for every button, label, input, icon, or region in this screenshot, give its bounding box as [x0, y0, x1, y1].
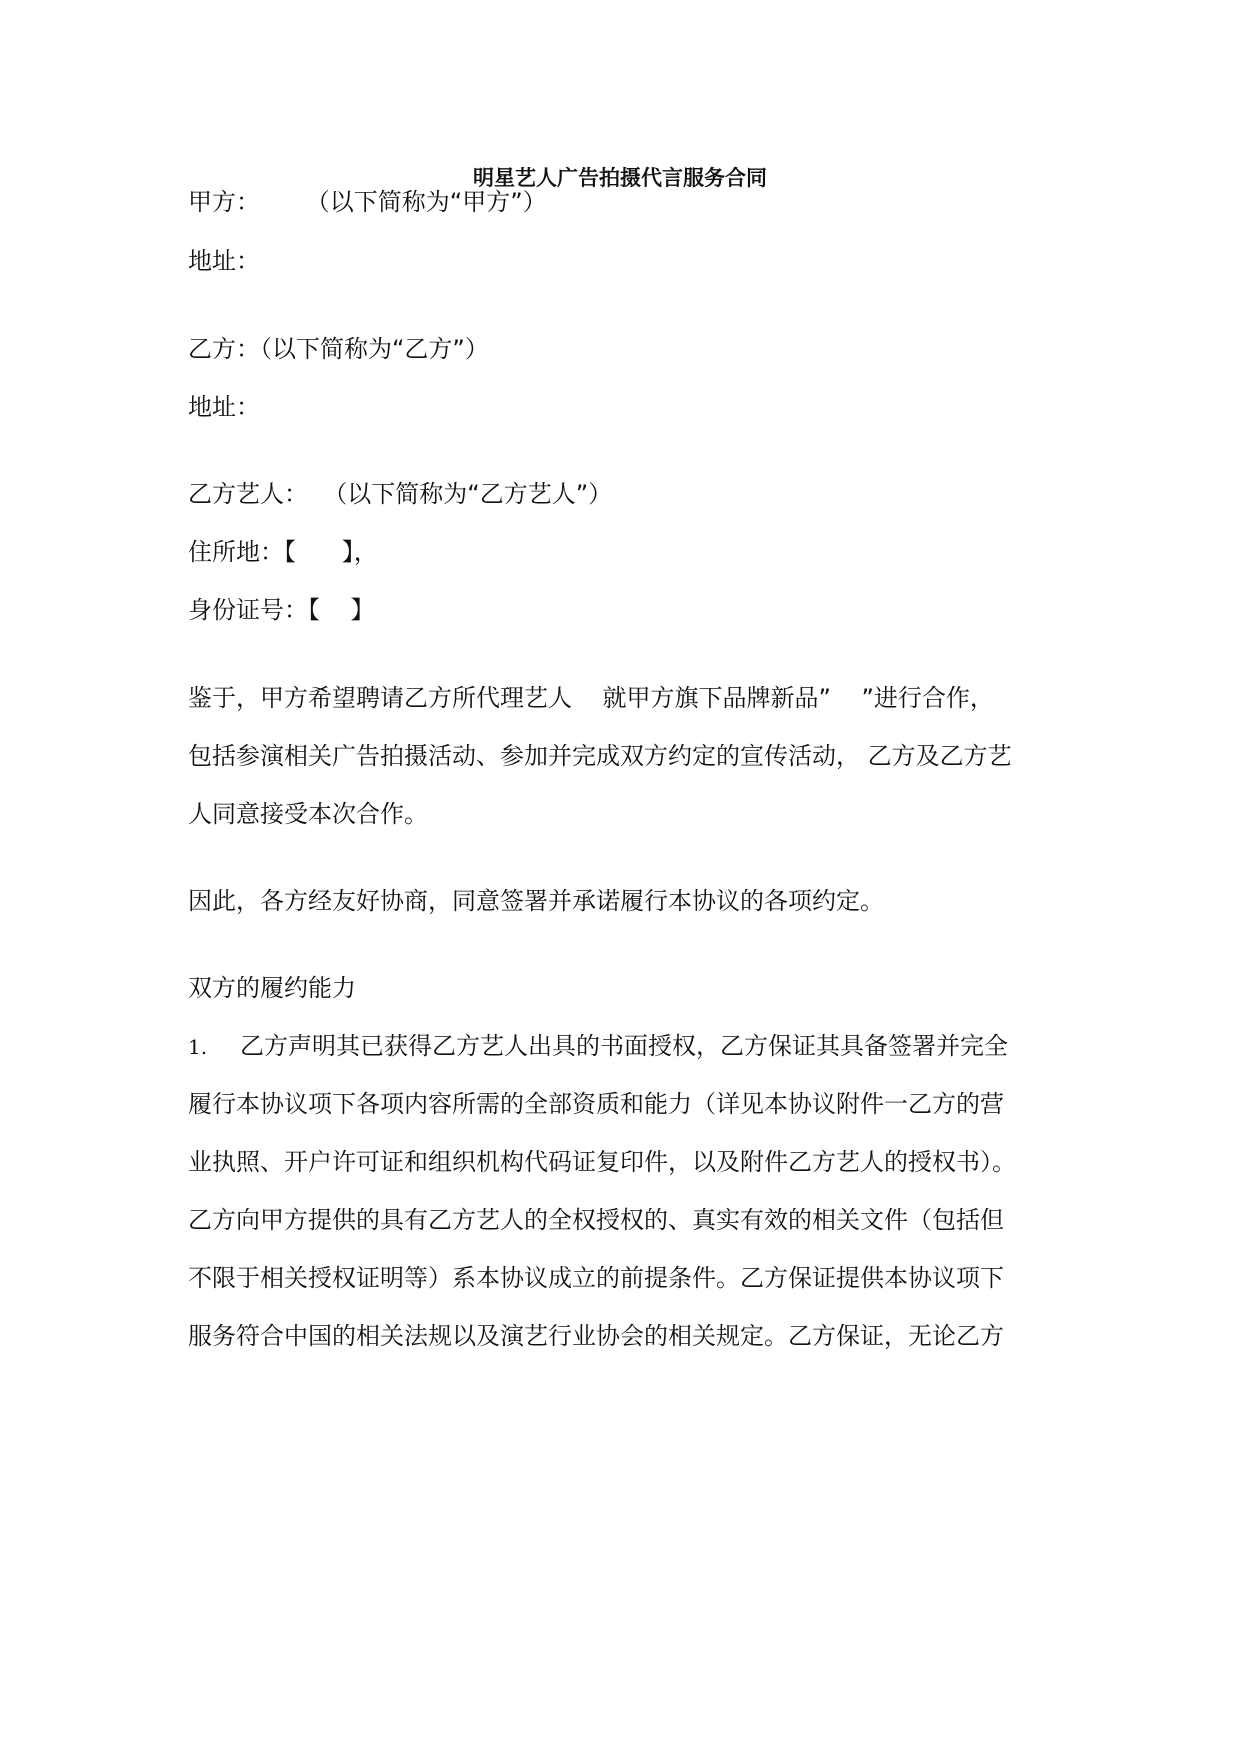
- clause-line: 履行本协议项下各项内容所需的全部资质和能力（详见本协议附件一乙方的营: [188, 1090, 1004, 1118]
- party-b-line: 乙方：（以下简称为“乙方”）: [188, 335, 489, 363]
- therefore-line: 因此，各方经友好协商，同意签署并承诺履行本协议的各项约定。: [188, 887, 884, 915]
- clause-1-first-line: [188, 1030, 1008, 1063]
- clause-text: 乙方声明其已获得乙方艺人出具的书面授权，乙方保证其具备签署并完全: [240, 1032, 1008, 1060]
- party-a-line: 甲方： （以下简称为“甲方”）: [188, 188, 547, 216]
- party-b-address: 地址：: [188, 393, 260, 421]
- section-heading: 双方的履约能力: [188, 974, 356, 1002]
- party-a-address: 地址：: [188, 247, 260, 275]
- residence-line: 住所地：【 】，: [188, 538, 378, 566]
- document-title: 明星艺人广告拍摄代言服务合同: [473, 166, 767, 190]
- recital-line: 包括参演相关广告拍摄活动、参加并完成双方约定的宣传活动， 乙方及乙方艺: [188, 742, 1012, 770]
- artist-line: 乙方艺人： （以下简称为“乙方艺人”）: [188, 480, 613, 508]
- clause-line: 乙方向甲方提供的具有乙方艺人的全权授权的、真实有效的相关文件（包括但: [188, 1206, 1004, 1234]
- clause-line: 不限于相关授权证明等）系本协议成立的前提条件。乙方保证提供本协议项下: [188, 1264, 1004, 1292]
- recital-line: 鉴于，甲方希望聘请乙方所代理艺人 就甲方旗下品牌新品” ”进行合作，: [188, 684, 994, 712]
- clause-number: 1.: [188, 1035, 208, 1059]
- recital-line: 人同意接受本次合作。: [188, 800, 428, 828]
- clause-line: 业执照、开户许可证和组织机构代码证复印件，以及附件乙方艺人的授权书）。: [188, 1148, 1016, 1176]
- id-number-line: 身份证号：【 】: [188, 596, 375, 624]
- clause-line: 服务符合中国的相关法规以及演艺行业协会的相关规定。乙方保证，无论乙方: [188, 1322, 1004, 1350]
